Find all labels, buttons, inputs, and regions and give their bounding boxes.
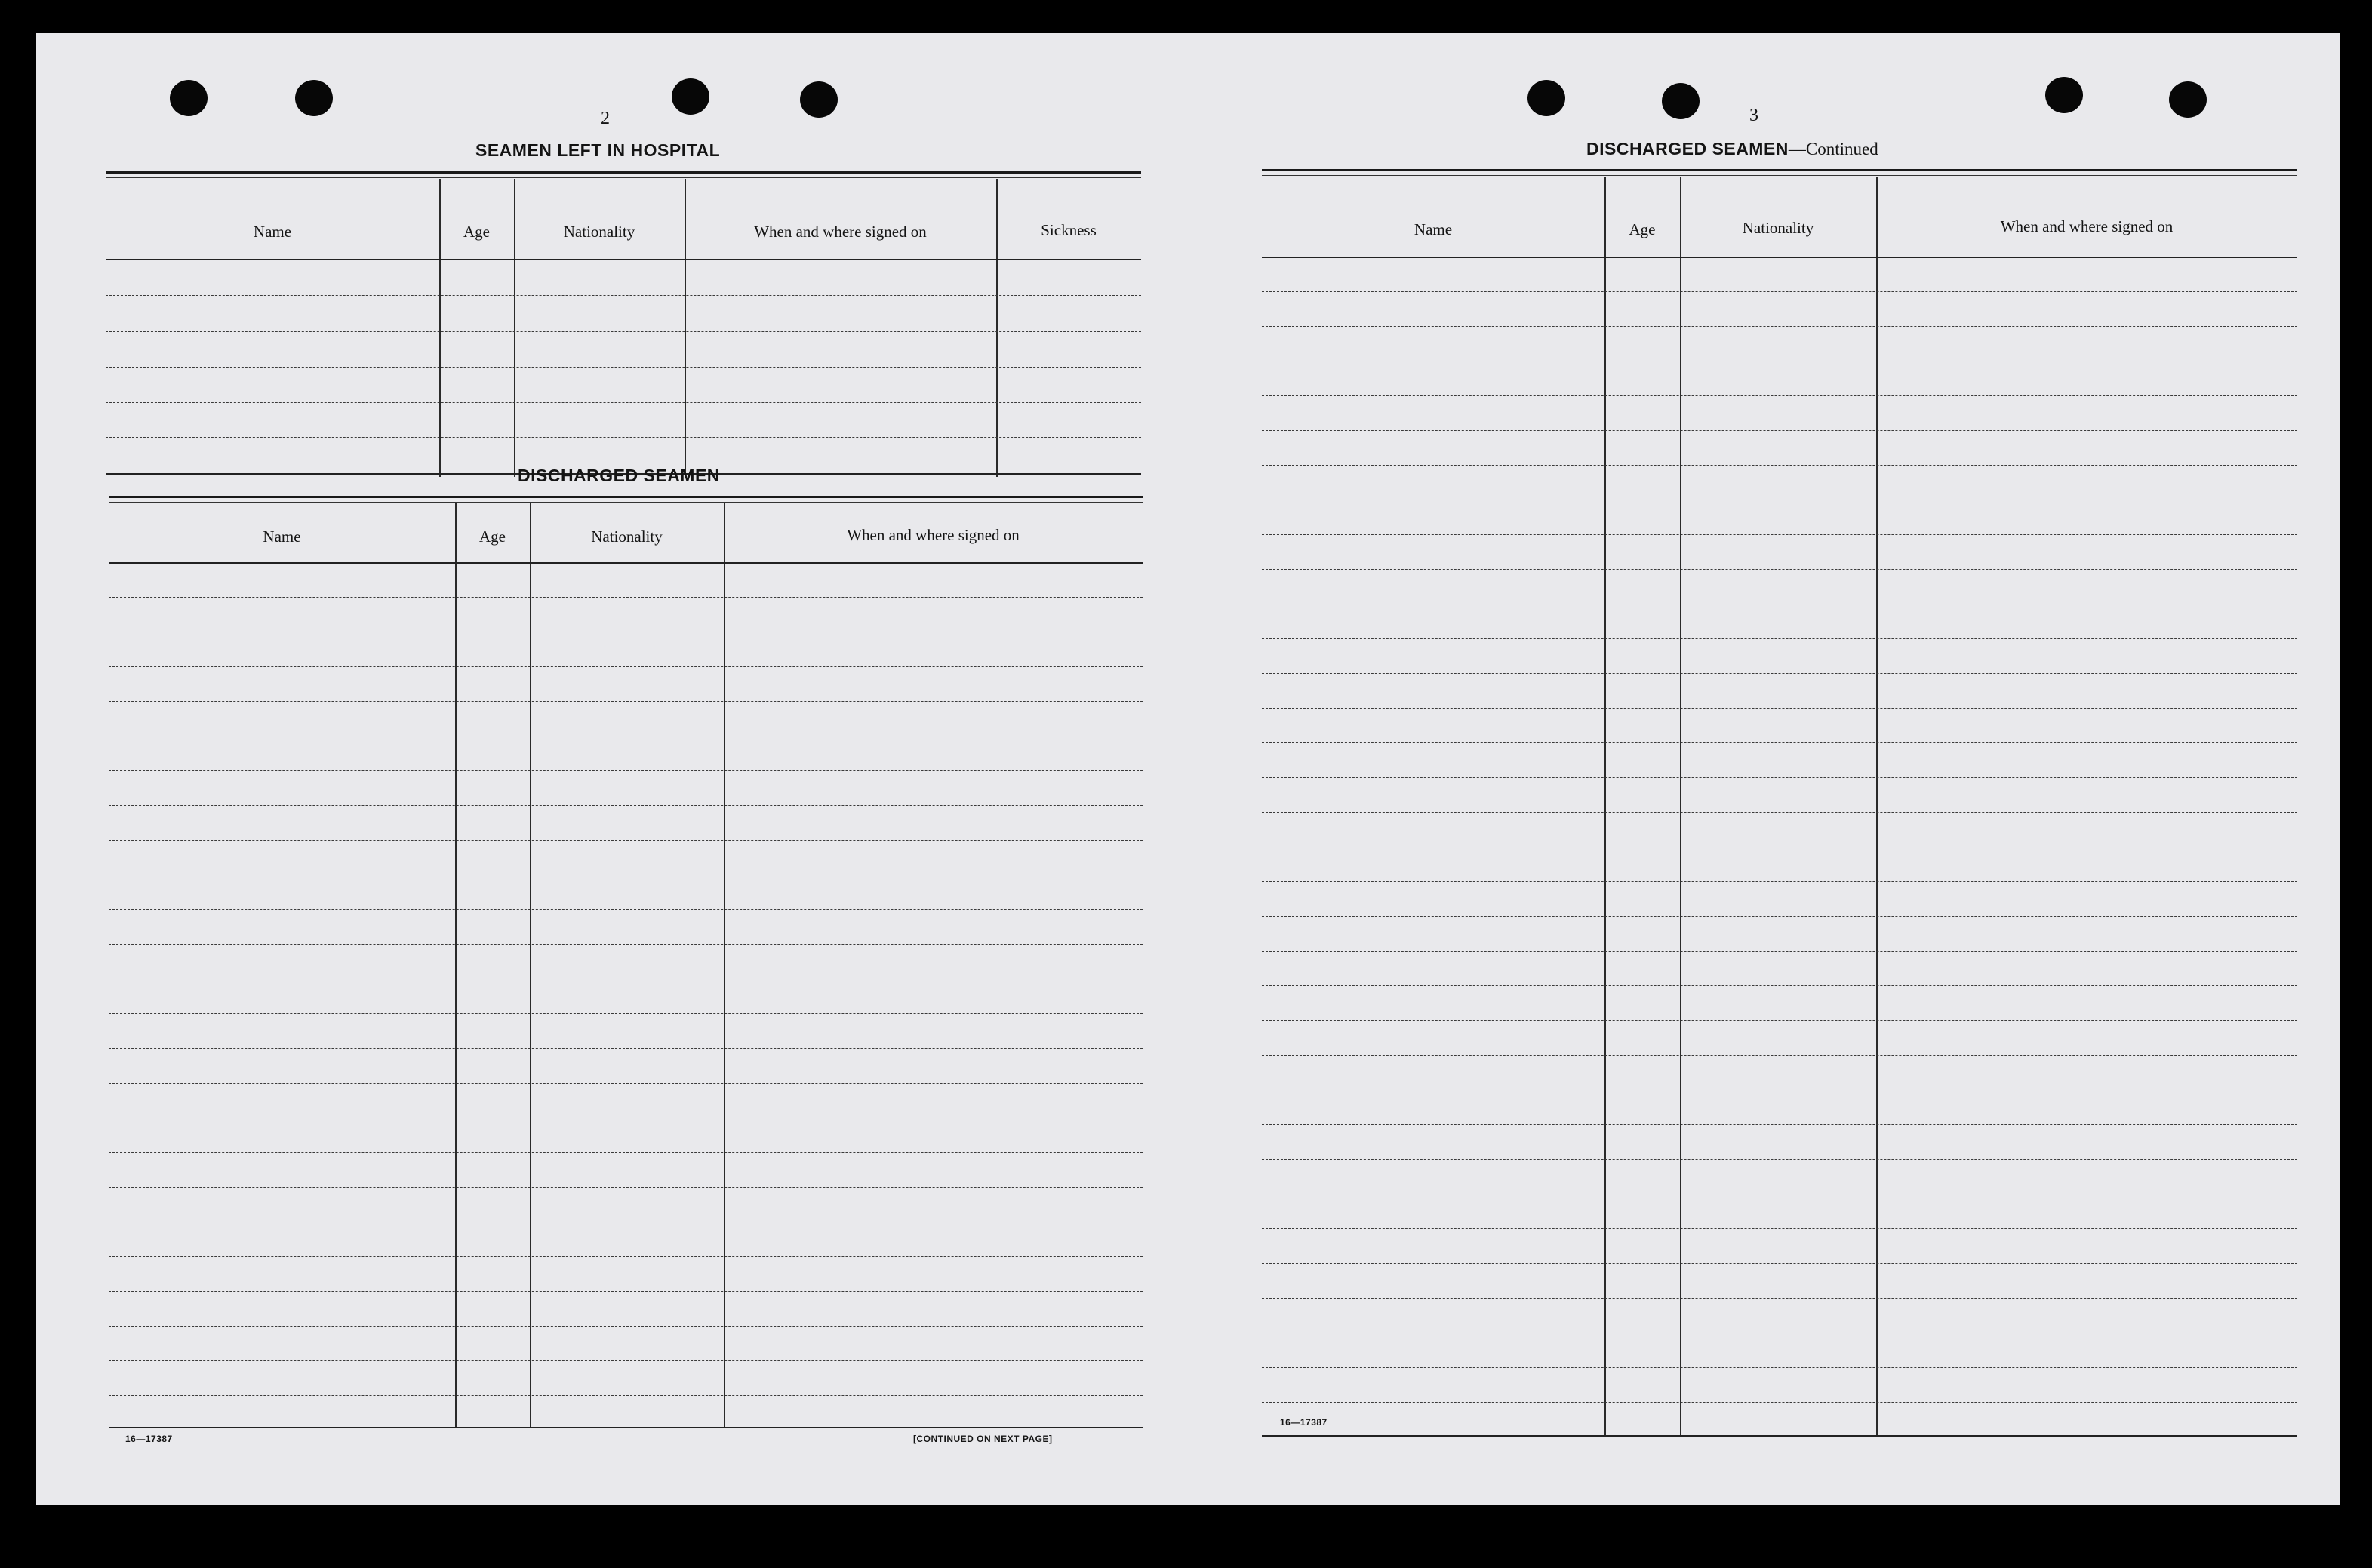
hospital-section-title: SEAMEN LEFT IN HOSPITAL	[475, 140, 721, 160]
table-row	[1262, 569, 2297, 570]
form-sheet	[36, 33, 2340, 1505]
table-row	[109, 1360, 1143, 1361]
table-row	[1262, 1020, 2297, 1021]
punch-hole-icon	[2045, 77, 2083, 113]
table-row	[109, 1291, 1143, 1292]
punch-hole-icon	[170, 80, 208, 116]
hospital-col-name: Name	[253, 223, 292, 241]
table-row	[1262, 534, 2297, 535]
table-row	[109, 1013, 1143, 1014]
table-row	[1262, 291, 2297, 292]
discharged-table-right	[1262, 169, 2297, 1440]
table-row	[1262, 395, 2297, 396]
punch-hole-icon	[295, 80, 333, 116]
table-row	[109, 909, 1143, 910]
punch-hole-icon	[2169, 81, 2207, 118]
table-row	[1262, 1263, 2297, 1264]
table-row	[1262, 812, 2297, 813]
table-row	[106, 437, 1141, 438]
discharged-col-signed-on: When and where signed on	[847, 526, 1020, 544]
table-row	[109, 1083, 1143, 1084]
punch-hole-icon	[1527, 80, 1565, 116]
table-row	[1262, 1402, 2297, 1403]
table-row	[106, 402, 1141, 403]
page-number-left: 2	[601, 109, 610, 128]
right-col-signed-on: When and where signed on	[2000, 217, 2174, 235]
table-row	[109, 1395, 1143, 1396]
table-row	[1262, 465, 2297, 466]
discharged-continued-suffix: —Continued	[1788, 140, 1878, 158]
right-col-nationality: Nationality	[1742, 219, 1814, 237]
table-row	[1262, 673, 2297, 674]
discharged-table-left	[109, 496, 1143, 1431]
table-row	[1262, 985, 2297, 986]
table-row	[109, 1187, 1143, 1188]
table-row	[109, 840, 1143, 841]
punch-hole-icon	[800, 81, 838, 118]
table-row	[109, 1152, 1143, 1153]
discharged-col-name: Name	[263, 527, 301, 546]
table-row	[109, 805, 1143, 806]
table-row	[109, 944, 1143, 945]
table-row	[109, 1326, 1143, 1327]
table-row	[1262, 1298, 2297, 1299]
hospital-table	[106, 171, 1141, 477]
table-row	[1262, 1228, 2297, 1229]
table-row	[106, 367, 1141, 368]
punch-hole-icon	[672, 78, 709, 115]
discharged-col-nationality: Nationality	[591, 527, 663, 546]
table-row	[1262, 1055, 2297, 1056]
table-row	[1262, 742, 2297, 743]
discharged-continued-title-main: DISCHARGED SEAMEN	[1586, 139, 1789, 158]
table-row	[109, 1256, 1143, 1257]
table-row	[109, 701, 1143, 702]
table-row	[1262, 430, 2297, 431]
table-row	[1262, 881, 2297, 882]
table-row	[109, 597, 1143, 598]
table-row	[106, 295, 1141, 296]
form-number-right: 16—17387	[1280, 1417, 1328, 1428]
discharged-section-title: DISCHARGED SEAMEN	[518, 466, 720, 485]
table-row	[1262, 951, 2297, 952]
table-row	[1262, 326, 2297, 327]
discharged-col-age: Age	[479, 527, 506, 546]
table-row	[1262, 1159, 2297, 1160]
table-row	[106, 331, 1141, 332]
continued-note: [CONTINUED ON NEXT PAGE]	[913, 1434, 1053, 1444]
punch-hole-icon	[1662, 83, 1700, 119]
right-col-name: Name	[1414, 220, 1453, 238]
table-row	[1262, 1367, 2297, 1368]
table-row	[1262, 708, 2297, 709]
right-col-age: Age	[1629, 220, 1656, 238]
hospital-col-nationality: Nationality	[563, 223, 635, 241]
page-number-right: 3	[1749, 106, 1758, 125]
table-row	[109, 770, 1143, 771]
table-row	[1262, 638, 2297, 639]
table-row	[1262, 1124, 2297, 1125]
hospital-col-signed-on: When and where signed on	[754, 223, 927, 241]
discharged-continued-title	[1586, 139, 1878, 159]
hospital-col-age: Age	[463, 223, 490, 241]
table-row	[109, 1048, 1143, 1049]
table-row	[1262, 777, 2297, 778]
hospital-col-sickness: Sickness	[1041, 221, 1097, 239]
table-row	[1262, 916, 2297, 917]
form-number-left: 16—17387	[125, 1434, 173, 1444]
table-row	[109, 666, 1143, 667]
